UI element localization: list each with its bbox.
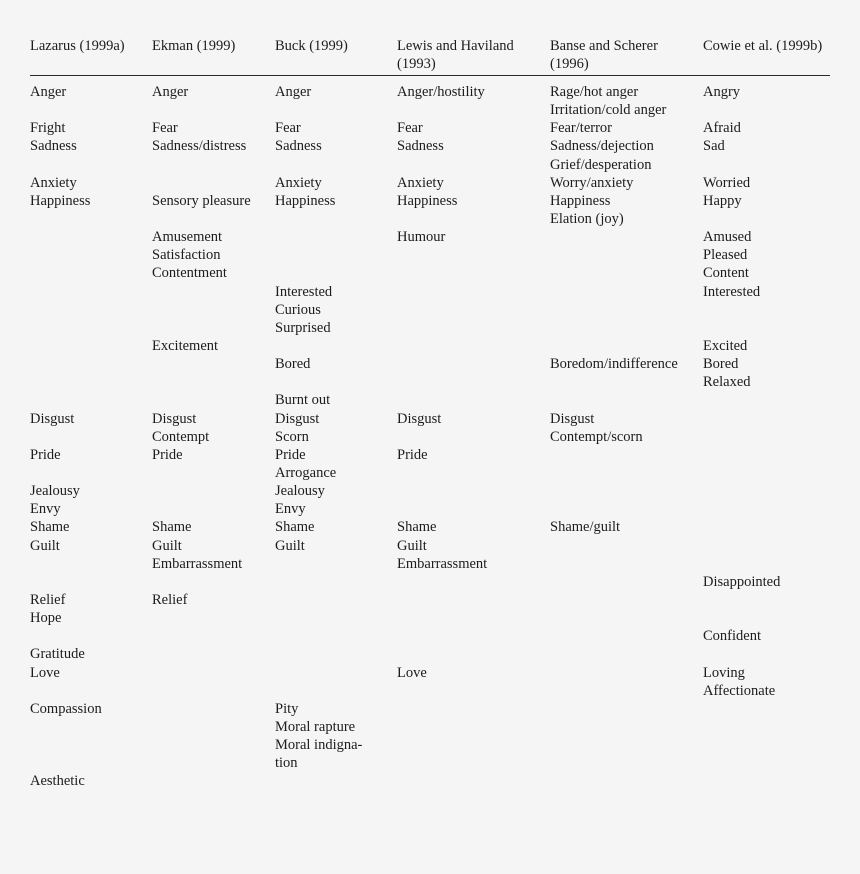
- table-cell: Pride: [30, 446, 61, 463]
- table-cell: [30, 464, 152, 482]
- table-cell: [550, 609, 703, 627]
- table-cell: [397, 627, 550, 645]
- table-cell: [30, 428, 152, 446]
- table-cell: [397, 428, 550, 446]
- table-cell: [397, 645, 550, 663]
- table-cell: Relaxed: [703, 374, 751, 391]
- table-cell: [30, 319, 152, 337]
- table-cell: [30, 228, 152, 246]
- table-cell: [550, 555, 703, 573]
- table-cell: Shame: [397, 519, 437, 536]
- table-cell: Happy: [703, 192, 742, 209]
- table-cell: Relief: [30, 591, 66, 608]
- table-cell: Confident: [703, 628, 761, 645]
- table-cell: [397, 373, 550, 391]
- table-cell: [550, 736, 703, 754]
- table-cell: [703, 500, 830, 518]
- table-cell: [550, 591, 703, 609]
- table-cell: [275, 210, 397, 228]
- table-cell: Pride: [397, 446, 428, 463]
- table-cell: [30, 627, 152, 645]
- table-cell: [152, 609, 275, 627]
- table-cell: [397, 301, 550, 319]
- table-cell: [397, 464, 550, 482]
- table-cell: Relief: [152, 591, 188, 608]
- table-cell: Happiness: [550, 192, 611, 209]
- table-cell: [152, 156, 275, 174]
- table-cell: Disappointed: [703, 573, 781, 590]
- table-cell: [703, 391, 830, 409]
- table-cell: [703, 718, 830, 736]
- table-cell: [550, 464, 703, 482]
- table-cell: Arrogance: [275, 464, 337, 481]
- table-cell: [550, 573, 703, 591]
- table-cell: [703, 464, 830, 482]
- table-cell: [275, 156, 397, 174]
- table-cell: [152, 482, 275, 500]
- table-cell: [397, 156, 550, 174]
- table-cell: [30, 718, 152, 736]
- table-cell: [30, 355, 152, 373]
- table-cell: [152, 319, 275, 337]
- table-cell: [30, 373, 152, 391]
- table-cell: Pleased: [703, 247, 748, 264]
- table-cell: [30, 754, 152, 772]
- table-column: [275, 83, 397, 790]
- table-cell: [152, 373, 275, 391]
- table-cell: Envy: [30, 501, 61, 518]
- table-cell: [703, 446, 830, 464]
- table-cell: [397, 500, 550, 518]
- table-cell: [703, 301, 830, 319]
- table-cell: [30, 283, 152, 301]
- table-cell: Disgust: [397, 410, 442, 427]
- table-cell: Love: [30, 664, 60, 681]
- table-cell: [550, 700, 703, 718]
- table-cell: tion: [275, 755, 298, 772]
- table-cell: [397, 101, 550, 119]
- table-cell: Guilt: [275, 537, 305, 554]
- table-cell: [397, 609, 550, 627]
- table-cell: Hope: [30, 610, 62, 627]
- column-header: Cowie et al. (1999b): [703, 38, 823, 54]
- table-cell: Compassion: [30, 700, 102, 717]
- table-cell: Interested: [275, 283, 333, 300]
- table-cell: Surprised: [275, 319, 331, 336]
- table-cell: [152, 645, 275, 663]
- table-cell: Sadness: [397, 138, 444, 155]
- table-cell: Sensory pleasure: [152, 192, 251, 209]
- table-cell: [550, 391, 703, 409]
- table-cell: [550, 682, 703, 700]
- table-cell: [397, 682, 550, 700]
- table-cell: [703, 555, 830, 573]
- table-cell: Sadness: [30, 138, 77, 155]
- table-cell: [397, 591, 550, 609]
- table-cell: [30, 555, 152, 573]
- table-cell: [397, 337, 550, 355]
- table-cell: Boredom/indifference: [550, 356, 678, 373]
- table-cell: [550, 537, 703, 555]
- table-cell: Contempt: [152, 428, 210, 445]
- table-cell: Shame/guilt: [550, 519, 621, 536]
- table-cell: [550, 482, 703, 500]
- table-cell: Happiness: [397, 192, 458, 209]
- table-cell: Disgust: [30, 410, 75, 427]
- table-cell: Pride: [275, 446, 306, 463]
- table-cell: Aesthetic: [30, 773, 85, 790]
- table-cell: [397, 391, 550, 409]
- table-cell: Shame: [275, 519, 315, 536]
- table-cell: [152, 283, 275, 301]
- table-cell: Worried: [703, 174, 751, 191]
- table-cell: Envy: [275, 501, 306, 518]
- table-cell: [550, 664, 703, 682]
- column-header: Lazarus (1999a): [30, 38, 125, 54]
- table-cell: Excited: [703, 337, 748, 354]
- column-header: Lewis and Haviland (1993): [397, 38, 514, 72]
- table-cell: Satisfaction: [152, 247, 221, 264]
- table-cell: [397, 355, 550, 373]
- table-cell: [30, 264, 152, 282]
- table-cell: [30, 391, 152, 409]
- table-cell: Disgust: [152, 410, 197, 427]
- table-cell: [152, 174, 275, 192]
- table-cell: Angry: [703, 84, 741, 100]
- table-cell: [275, 664, 397, 682]
- table-cell: Anxiety: [275, 174, 322, 191]
- table-cell: [152, 627, 275, 645]
- table-cell: Embarrassment: [397, 555, 488, 572]
- table-cell: [550, 754, 703, 772]
- table-cell: [703, 609, 830, 627]
- table-cell: Guilt: [397, 537, 427, 554]
- table-cell: Fear/terror: [550, 120, 612, 137]
- table-cell: [152, 700, 275, 718]
- table-body: [30, 76, 830, 790]
- table-cell: Shame: [152, 519, 192, 536]
- table-column: [550, 83, 703, 790]
- table-cell: Anger: [152, 84, 189, 100]
- table-cell: Sadness: [275, 138, 322, 155]
- table-cell: [550, 264, 703, 282]
- table-cell: Content: [703, 265, 749, 282]
- table-cell: [275, 264, 397, 282]
- column-header: Buck (1999): [275, 38, 348, 54]
- table-cell: [275, 682, 397, 700]
- table-cell: [397, 246, 550, 264]
- table-cell: Contempt/scorn: [550, 428, 643, 445]
- table-cell: Excitement: [152, 337, 219, 354]
- table-cell: [703, 482, 830, 500]
- table-cell: [275, 609, 397, 627]
- table-cell: [703, 736, 830, 754]
- table-cell: [275, 373, 397, 391]
- table-cell: [152, 736, 275, 754]
- table-cell: [397, 210, 550, 228]
- table-cell: [30, 736, 152, 754]
- table-cell: [703, 645, 830, 663]
- table-cell: [397, 283, 550, 301]
- table-cell: Jealousy: [275, 483, 325, 500]
- table-cell: [275, 555, 397, 573]
- table-cell: [550, 772, 703, 790]
- table-cell: Gratitude: [30, 646, 85, 663]
- table-cell: [152, 573, 275, 591]
- table-cell: [30, 246, 152, 264]
- table-cell: [152, 500, 275, 518]
- table-cell: [397, 772, 550, 790]
- table-cell: [550, 228, 703, 246]
- table-cell: Rage/hot anger: [550, 84, 639, 100]
- table-cell: [275, 627, 397, 645]
- table-cell: [30, 682, 152, 700]
- table-cell: [152, 355, 275, 373]
- table-cell: [30, 337, 152, 355]
- table-cell: [152, 682, 275, 700]
- table-cell: Irritation/cold anger: [550, 102, 667, 119]
- table-cell: [152, 464, 275, 482]
- table-cell: [703, 754, 830, 772]
- table-cell: [152, 391, 275, 409]
- table-cell: [397, 482, 550, 500]
- table-cell: [550, 373, 703, 391]
- table-cell: Anger: [30, 84, 67, 100]
- table-cell: [397, 319, 550, 337]
- table-cell: [550, 500, 703, 518]
- table-cell: [275, 101, 397, 119]
- table-cell: Embarrassment: [152, 555, 243, 572]
- table-cell: [550, 446, 703, 464]
- table-cell: [30, 101, 152, 119]
- table-cell: [550, 283, 703, 301]
- table-column: [703, 83, 830, 790]
- table-cell: Burnt out: [275, 392, 331, 409]
- table-cell: Anxiety: [30, 174, 77, 191]
- table-cell: [550, 718, 703, 736]
- table-cell: Fear: [152, 120, 178, 137]
- table-cell: [397, 700, 550, 718]
- table-cell: Humour: [397, 229, 446, 246]
- table-cell: Fear: [397, 120, 423, 137]
- table-cell: Guilt: [152, 537, 182, 554]
- table-cell: [30, 301, 152, 319]
- table-cell: [275, 337, 397, 355]
- table-cell: Curious: [275, 301, 321, 318]
- table-cell: Affectionate: [703, 682, 776, 699]
- table-cell: Moral indigna-: [275, 737, 363, 754]
- table-cell: [550, 319, 703, 337]
- emotion-comparison-table: [30, 37, 830, 790]
- table-cell: Bored: [703, 356, 739, 373]
- table-cell: [275, 246, 397, 264]
- table-cell: [703, 410, 830, 428]
- table-cell: [703, 101, 830, 119]
- table-cell: [275, 645, 397, 663]
- table-cell: [152, 754, 275, 772]
- table-cell: [397, 573, 550, 591]
- table-cell: Moral rapture: [275, 718, 356, 735]
- table-cell: Fright: [30, 120, 66, 137]
- table-cell: Pride: [152, 446, 183, 463]
- table-cell: Disgust: [550, 410, 595, 427]
- table-cell: [275, 591, 397, 609]
- table-cell: Jealousy: [30, 483, 80, 500]
- table-cell: [397, 736, 550, 754]
- table-cell: [30, 573, 152, 591]
- table-cell: Guilt: [30, 537, 60, 554]
- table-cell: Scorn: [275, 428, 309, 445]
- table-cell: [703, 537, 830, 555]
- table-column: [397, 83, 550, 790]
- table-cell: [703, 518, 830, 536]
- table-cell: Interested: [703, 283, 761, 300]
- table-cell: Sad: [703, 138, 725, 155]
- table-cell: Disgust: [275, 410, 320, 427]
- column-header: Banse and Scherer (1996): [550, 38, 658, 72]
- table-cell: [550, 246, 703, 264]
- table-cell: [550, 301, 703, 319]
- table-cell: Anger/hostility: [397, 84, 485, 100]
- table-cell: [703, 772, 830, 790]
- table-cell: [30, 156, 152, 174]
- table-cell: [703, 156, 830, 174]
- table-cell: [397, 718, 550, 736]
- table-cell: Loving: [703, 664, 745, 681]
- table-cell: [275, 228, 397, 246]
- table-cell: Anger: [275, 84, 312, 100]
- table-cell: [703, 591, 830, 609]
- table-cell: [703, 210, 830, 228]
- table-cell: [152, 301, 275, 319]
- table-cell: [30, 210, 152, 228]
- table-cell: Happiness: [30, 192, 91, 209]
- table-cell: Happiness: [275, 192, 336, 209]
- table-cell: [152, 664, 275, 682]
- table-cell: [397, 754, 550, 772]
- table-cell: Sadness/distress: [152, 138, 247, 155]
- table-column: [30, 83, 152, 790]
- table-cell: [152, 718, 275, 736]
- table-cell: Fear: [275, 120, 301, 137]
- table-cell: [550, 627, 703, 645]
- table-cell: [152, 210, 275, 228]
- table-cell: [275, 772, 397, 790]
- table-cell: [275, 573, 397, 591]
- table-cell: Afraid: [703, 120, 741, 137]
- table-cell: [152, 101, 275, 119]
- table-cell: [703, 700, 830, 718]
- table-cell: [550, 337, 703, 355]
- table-cell: Amused: [703, 229, 752, 246]
- table-cell: Contentment: [152, 265, 227, 282]
- table-cell: [550, 645, 703, 663]
- table-cell: Shame: [30, 519, 70, 536]
- table-cell: [703, 319, 830, 337]
- table-header-row: [30, 37, 830, 76]
- table-cell: Worry/anxiety: [550, 174, 634, 191]
- table-cell: Anxiety: [397, 174, 444, 191]
- table-cell: Elation (joy): [550, 210, 624, 227]
- table-cell: Pity: [275, 700, 299, 717]
- table-column: [152, 83, 275, 790]
- table-cell: [397, 264, 550, 282]
- table-cell: [703, 428, 830, 446]
- table-cell: Sadness/dejection: [550, 138, 654, 155]
- column-header: Ekman (1999): [152, 38, 236, 54]
- table-cell: Love: [397, 664, 427, 681]
- table-cell: Grief/desperation: [550, 156, 652, 173]
- table-cell: Amusement: [152, 229, 223, 246]
- table-cell: Bored: [275, 356, 311, 373]
- table-cell: [152, 772, 275, 790]
